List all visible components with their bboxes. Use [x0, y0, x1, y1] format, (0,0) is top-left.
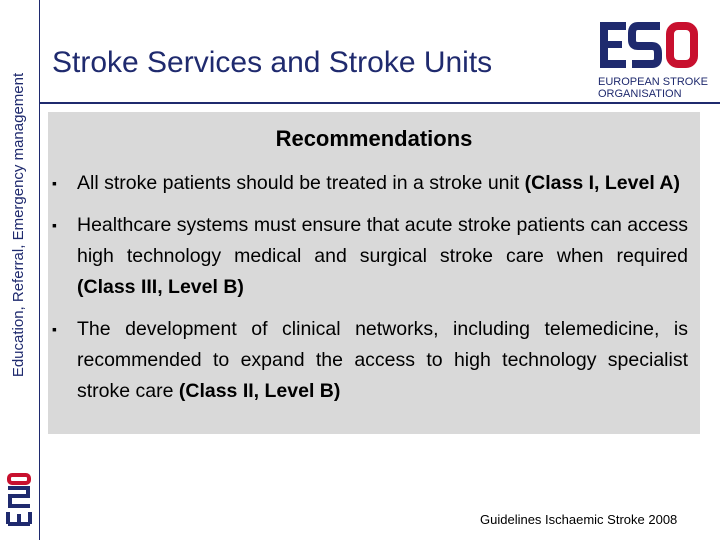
list-item: [48, 314, 700, 407]
recommendation-text: The development of clinical networks, including telemedicine, is recommended to expand the access to high technology specialist stroke care: [77, 318, 688, 402]
recommendation-list: [48, 168, 700, 418]
sidebar-divider: [39, 0, 40, 540]
sidebar-vertical-text: Education, Referral, Emergency management: [10, 72, 27, 378]
evidence-class: (Class I, Level A): [524, 172, 681, 194]
left-sidebar: [0, 0, 38, 540]
page-title: Stroke Services and Stroke Units: [52, 46, 493, 79]
list-item: [48, 168, 700, 199]
square-bullet-icon: ▪: [52, 217, 57, 233]
square-bullet-icon: ▪: [52, 321, 57, 337]
square-bullet-icon: ▪: [52, 175, 57, 191]
eso-sidebar-logo: [2, 472, 36, 530]
panel-heading: Recommendations: [275, 126, 473, 151]
footer-text: Guidelines Ischaemic Stroke 2008: [480, 512, 678, 527]
recommendations-panel: [48, 112, 700, 434]
recommendation-text: Healthcare systems must ensure that acute stroke patients can access high technology medical and surgical stroke care when required: [77, 214, 688, 267]
list-item: [48, 210, 700, 303]
logo-text-line2: ORGANISATION: [598, 88, 682, 100]
evidence-class: (Class III, Level B): [77, 276, 244, 298]
recommendation-text: All stroke patients should be treated in a stroke unit: [77, 172, 525, 194]
eso-logo: [594, 16, 709, 104]
logo-text-line1: EUROPEAN STROKE: [598, 76, 709, 88]
evidence-class: (Class II, Level B): [178, 380, 341, 402]
eso-logo-mark: [594, 16, 704, 74]
